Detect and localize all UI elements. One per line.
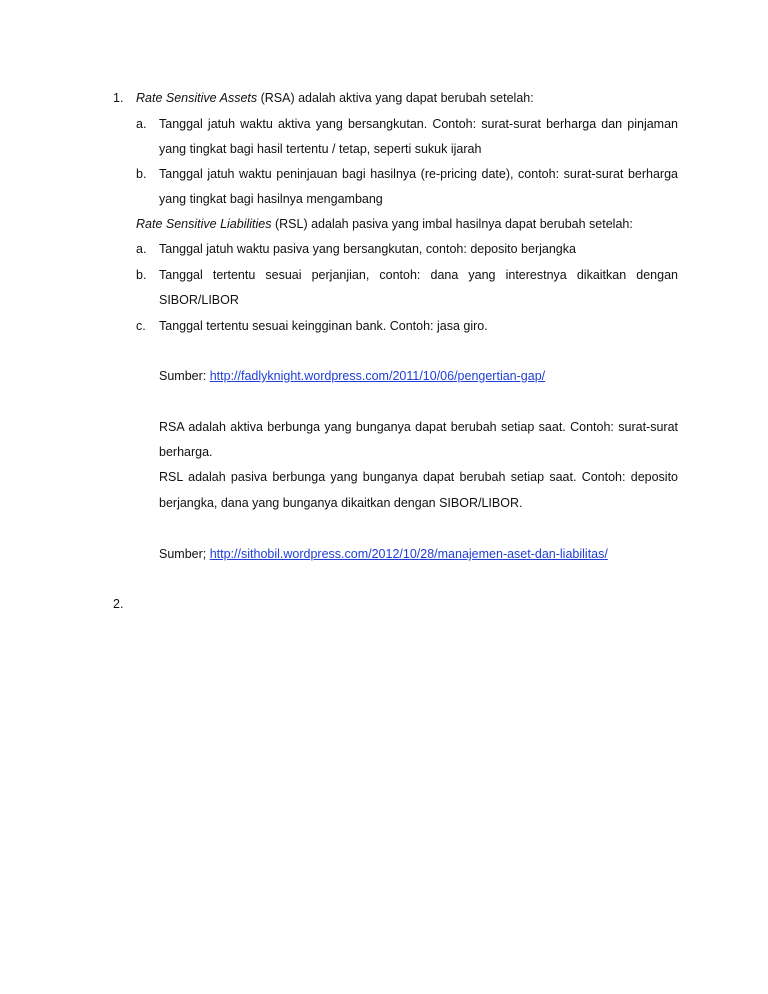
rsl-paragraph-line1: RSL adalah pasiva berbunga yang bunganya dapat berubah setiap saat. Contoh: deposito: [159, 470, 678, 484]
source-1-label: Sumber:: [159, 369, 210, 383]
rsa-paragraph-line1: RSA adalah aktiva berbunga yang bunganya dapat berubah setiap saat. Contoh: surat-surat: [159, 420, 678, 434]
rsl-sub-b-line1: Tanggal tertentu sesuai perjanjian, contoh: dana yang interestnya dikaitkan dengan: [159, 268, 678, 282]
item-1-heading: [136, 90, 534, 106]
rsl-sub-c-line1: Tanggal tertentu sesuai keingginan bank. Contoh: jasa giro.: [159, 319, 488, 333]
rsl-sub-b-line2: SIBOR/LIBOR: [159, 293, 239, 307]
source-1: [159, 368, 545, 384]
rsl-sub-a-marker: a.: [136, 242, 147, 256]
rsl-sub-a-line1: Tanggal jatuh waktu pasiva yang bersangkutan, contoh: deposito berjangka: [159, 242, 576, 256]
rsa-sub-a-marker: a.: [136, 117, 147, 131]
source-2-label: Sumber;: [159, 547, 210, 561]
rsa-sub-b-line1: Tanggal jatuh waktu peninjauan bagi hasilnya (re-pricing date), contoh: surat-surat berharga: [159, 167, 678, 181]
rsa-paragraph-line2: berharga.: [159, 445, 213, 459]
rsl-heading: [136, 216, 633, 232]
rsa-definition: (RSA) adalah aktiva yang dapat berubah setelah:: [257, 91, 534, 105]
rsa-sub-a-line1: Tanggal jatuh waktu aktiva yang bersangkutan. Contoh: surat-surat berharga dan pinjaman: [159, 117, 678, 131]
rsl-paragraph-line2: berjangka, dana yang bunganya dikaitkan dengan SIBOR/LIBOR.: [159, 496, 523, 510]
rsa-sub-a-line2: yang tingkat bagi hasil tertentu / tetap, seperti sukuk ijarah: [159, 142, 482, 156]
source-2-link[interactable]: http://sithobil.wordpress.com/2012/10/28/manajemen-aset-dan-liabilitas/: [209, 547, 608, 561]
rsl-term: Rate Sensitive Liabilities: [136, 217, 272, 231]
item-2-number: 2.: [113, 597, 124, 611]
source-1-link[interactable]: http://fadlyknight.wordpress.com/2011/10/06/pengertian-gap/: [209, 369, 546, 383]
item-1-number: 1.: [113, 91, 124, 105]
rsl-sub-c-marker: c.: [136, 319, 146, 333]
rsa-sub-b-marker: b.: [136, 167, 147, 181]
rsl-sub-b-marker: b.: [136, 268, 147, 282]
rsa-term: Rate Sensitive Assets: [136, 91, 258, 105]
source-2: [159, 546, 608, 562]
rsl-definition: (RSL) adalah pasiva yang imbal hasilnya dapat berubah setelah:: [271, 217, 633, 231]
rsa-sub-b-line2: yang tingkat bagi hasilnya mengambang: [159, 192, 383, 206]
